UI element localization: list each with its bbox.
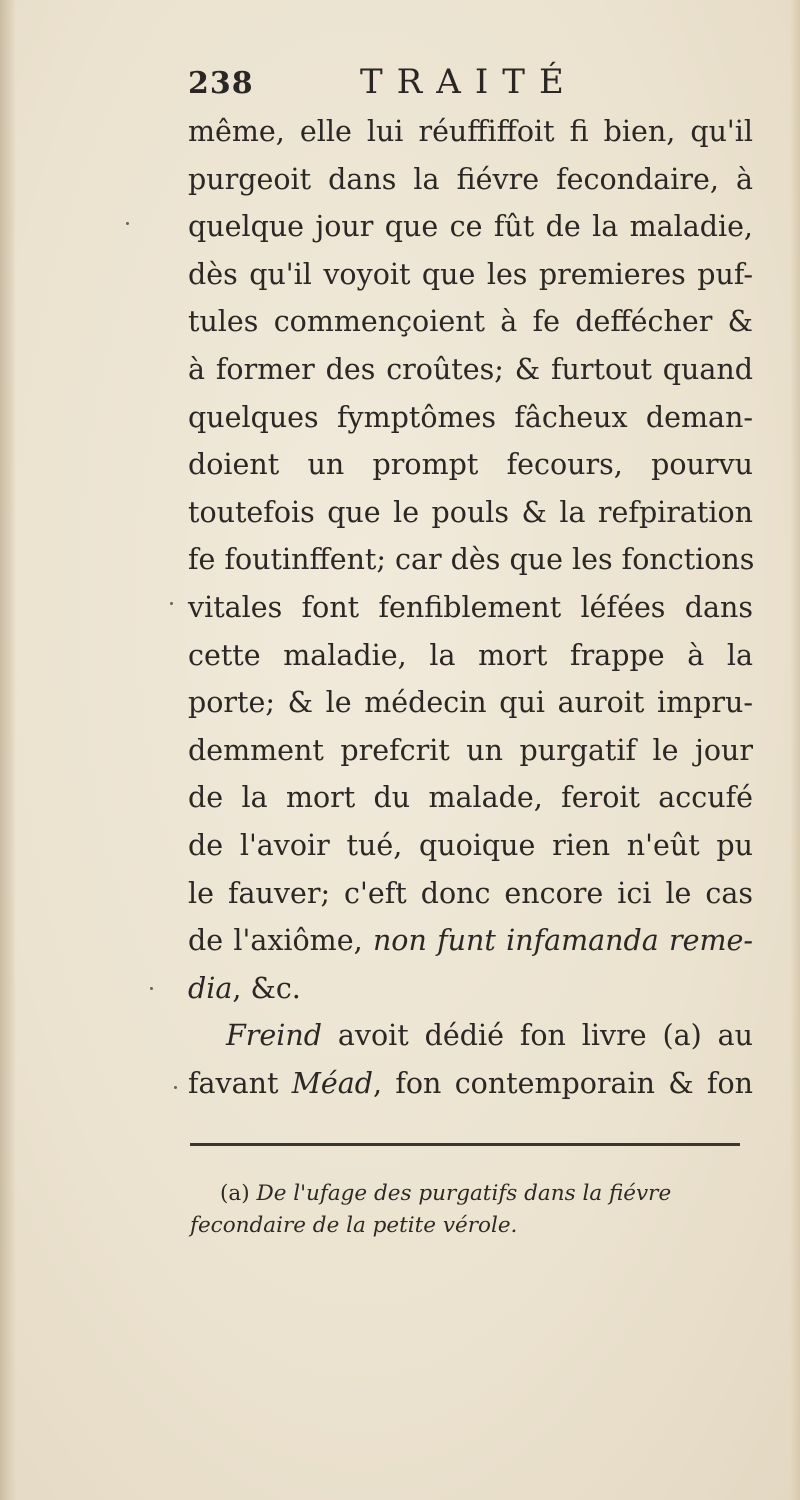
page-number: 238 <box>188 66 254 101</box>
footnote-text: fecondaire de la petite vérole. <box>190 1213 518 1238</box>
text-line: le fauver; c'eft donc encore ici le cas <box>188 876 753 910</box>
text-line: favant Méad, fon contemporain & fon <box>188 1066 753 1100</box>
text-line: tules commençoient à fe deffécher & <box>188 305 753 339</box>
page-edge <box>790 0 800 1500</box>
text-line: quelque jour que ce fût de la maladie, <box>188 210 753 244</box>
body-text <box>188 108 753 1107</box>
text-line: fe foutinffent; car dès que les fonctions <box>188 543 755 577</box>
text-line: de l'axiôme, non funt infamanda reme- <box>188 924 754 958</box>
text-line: vitales font fenfiblement léfées dans <box>188 590 753 624</box>
footnote-text: De l'ufage des purgatifs dans la fiévre <box>256 1181 672 1206</box>
text-line: porte; & le médecin qui auroit impru- <box>188 686 753 720</box>
gutter-shadow <box>0 0 16 1500</box>
text-line: toutefois que le pouls & la refpiration <box>188 495 753 529</box>
text-line: purgeoit dans la fiévre fecondaire, à <box>188 162 753 196</box>
text-line: à former des croûtes; & furtout quand <box>188 352 753 386</box>
text-line: quelques fymptômes fâcheux deman- <box>188 400 753 434</box>
paper-speck <box>150 987 153 990</box>
page-header <box>188 62 748 108</box>
text-line: doient un prompt fecours, pourvu <box>188 448 753 482</box>
paper-speck <box>126 222 129 225</box>
text-line: Freind avoit dédié fon livre (a) au <box>226 1019 753 1053</box>
text-line: dia, &c. <box>188 971 301 1005</box>
text-line: de la mort du malade, feroit accufé <box>188 781 753 815</box>
footnote-line <box>190 1210 750 1242</box>
paper-speck <box>174 1086 177 1089</box>
text-line: même, elle lui réuffiffoit fi bien, qu'il <box>188 115 753 148</box>
text-line: cette maladie, la mort frappe à la <box>188 638 753 672</box>
footnote-line <box>190 1178 750 1210</box>
text-line: dès qu'il voyoit que les premieres puf- <box>188 257 753 291</box>
running-head: TRAITÉ <box>360 62 578 102</box>
footnote-marker: (a) <box>220 1181 250 1206</box>
text-line: demment prefcrit un purgatif le jour <box>188 733 753 767</box>
footnote <box>190 1178 750 1242</box>
footnote-rule <box>190 1143 740 1146</box>
paper-speck <box>170 602 173 605</box>
text-line: de l'avoir tué, quoique rien n'eût pu <box>188 828 753 862</box>
